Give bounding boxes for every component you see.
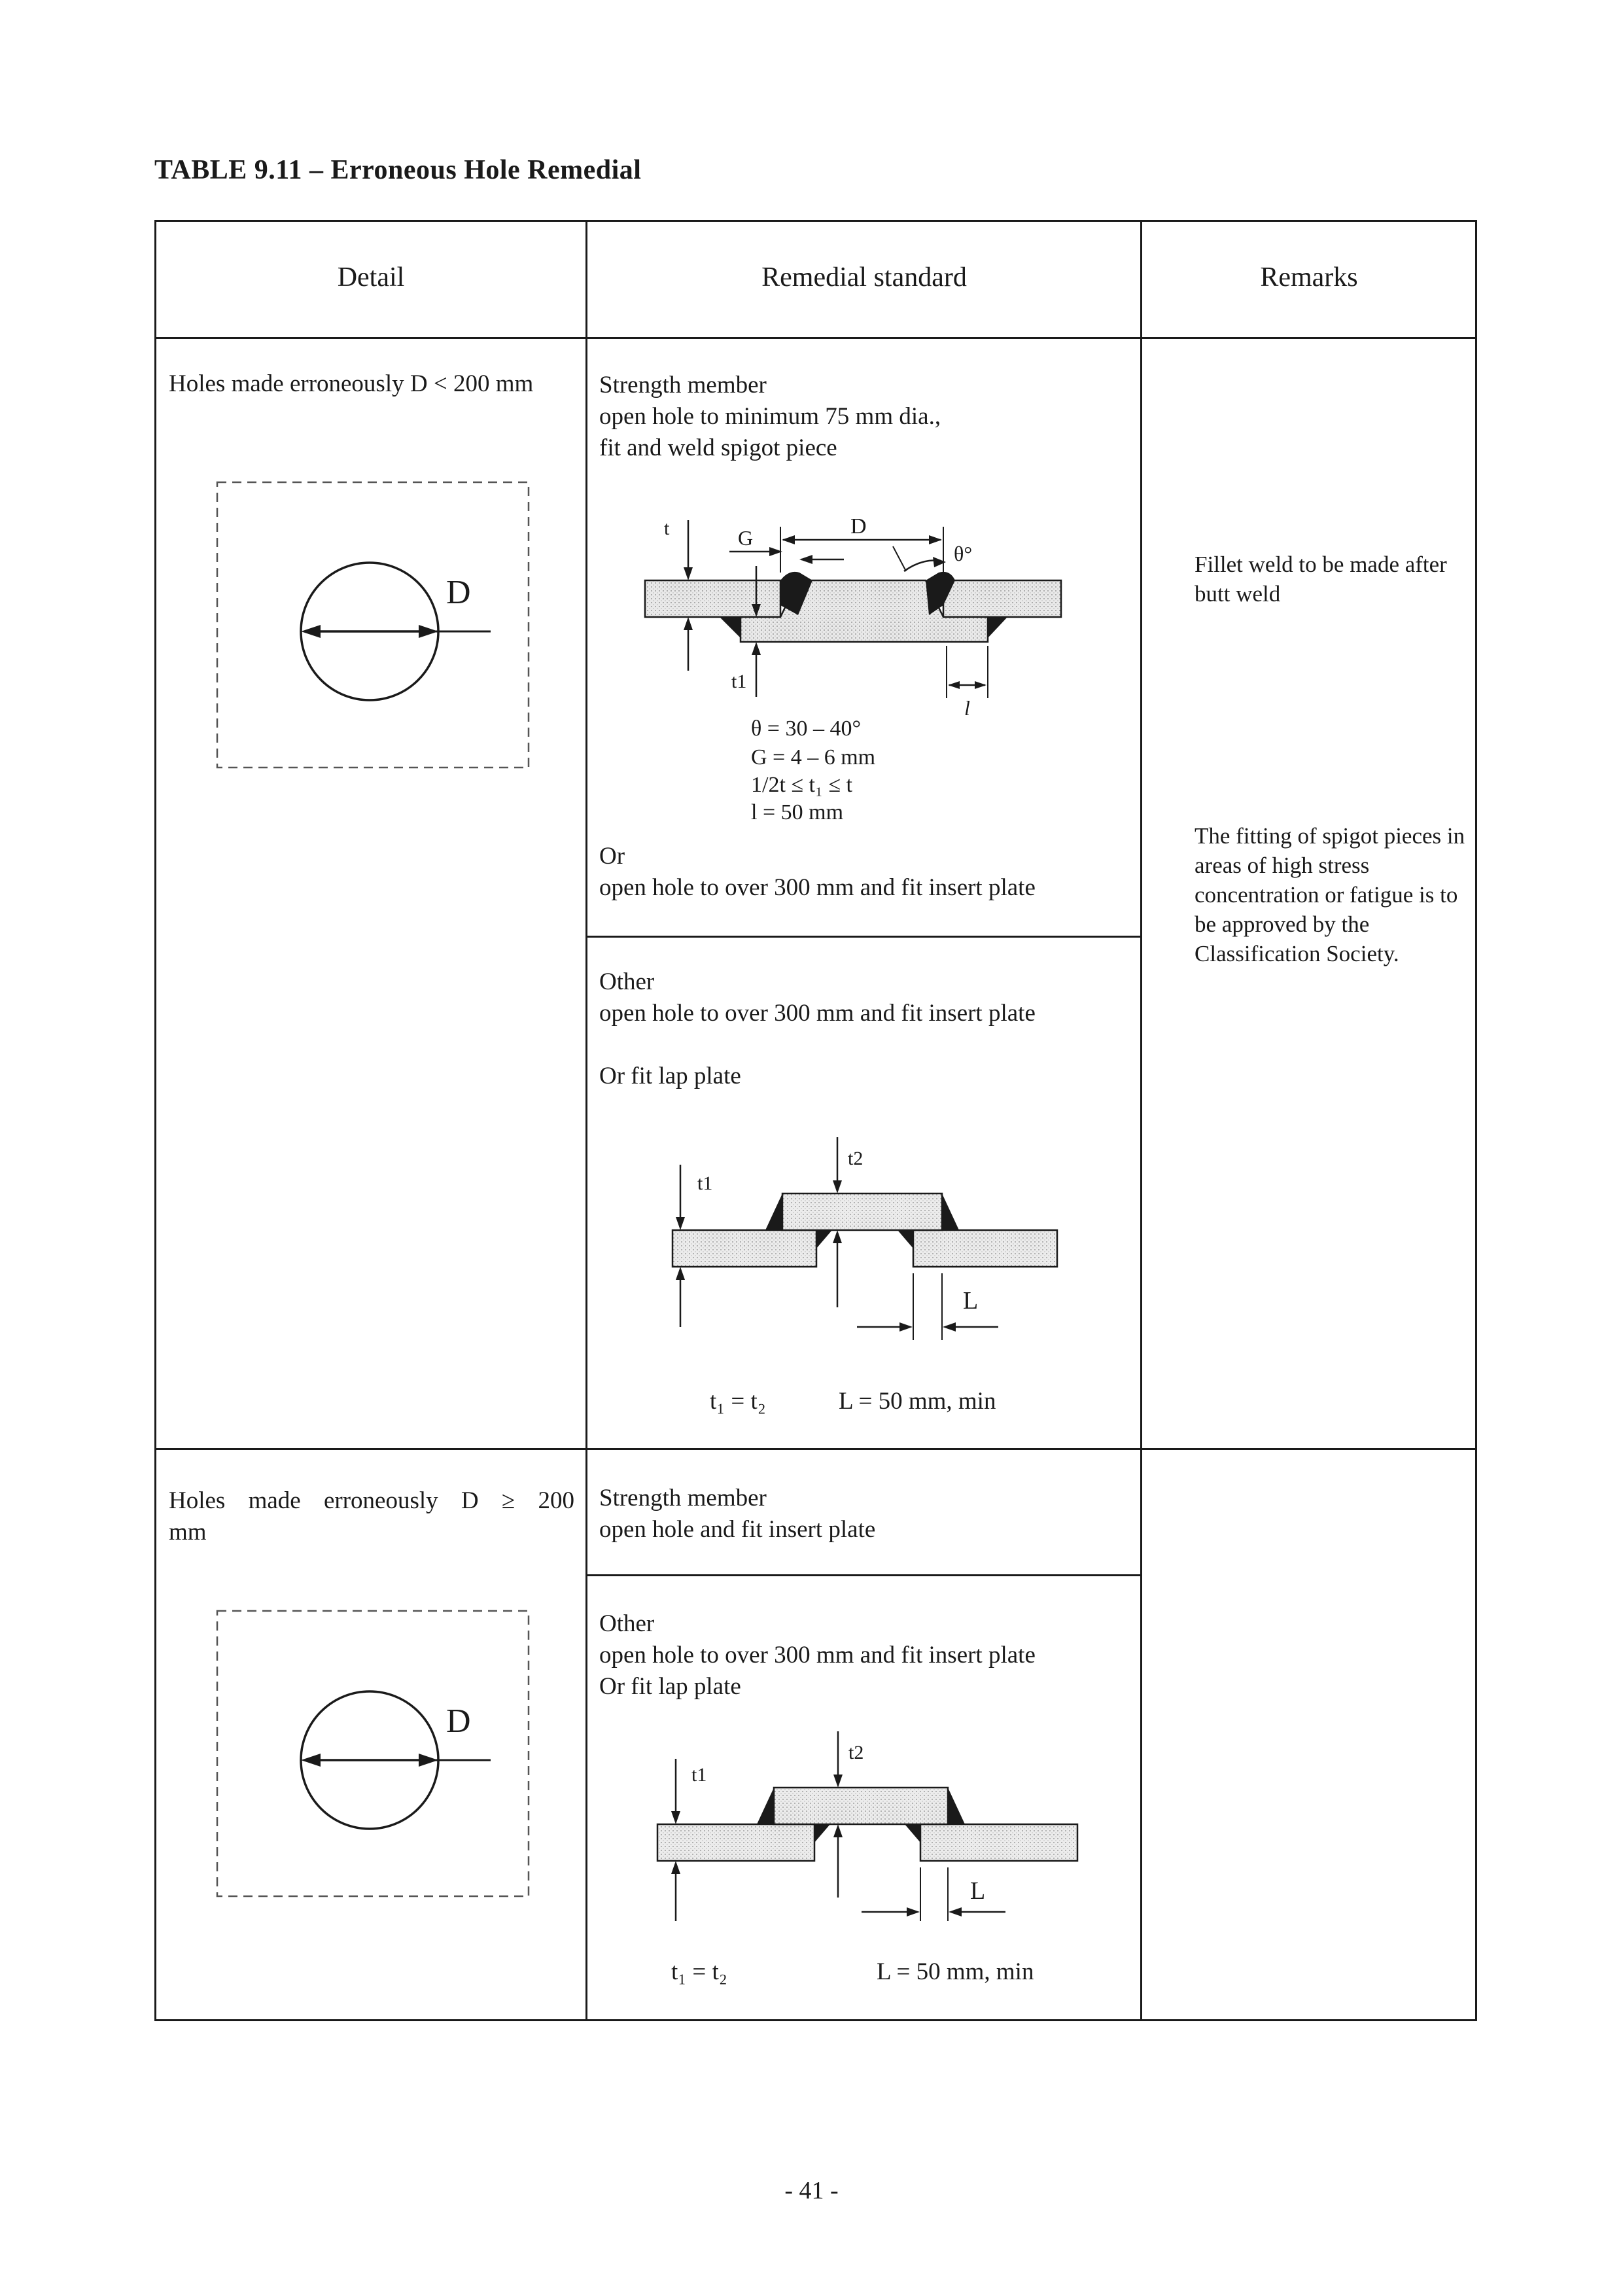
- row1-lap-t2-label: t2: [848, 1148, 864, 1169]
- row2-hole-diagram: [209, 1603, 536, 1904]
- row1-lap-caption-left: t₁ = t₂: [710, 1388, 766, 1415]
- row2-other-line3: Or fit lap plate: [599, 1673, 741, 1700]
- row1-or-lap-text: Or fit lap plate: [599, 1063, 741, 1089]
- spigot-t-label: t: [664, 518, 670, 539]
- row1-or-text: Or: [599, 843, 625, 870]
- formula-l: l = 50 mm: [751, 800, 844, 824]
- row1-strength-line2: open hole to minimum 75 mm dia.,: [599, 403, 941, 430]
- row2-other-line1: Other: [599, 1610, 655, 1637]
- row1-strength-line1: Strength member: [599, 372, 767, 398]
- row2-diagram-d-label: D: [446, 1703, 471, 1740]
- row1-other-line2: open hole to over 300 mm and fit insert plate: [599, 1000, 1036, 1027]
- row2-lap-t2-label: t2: [848, 1742, 864, 1763]
- spigot-weld-diagram: [635, 507, 1106, 716]
- row1-or-alt-text: open hole to over 300 mm and fit insert plate: [599, 874, 1036, 901]
- formula-g: G = 4 – 6 mm: [751, 745, 876, 769]
- row2-lap-plate-diagram: [644, 1708, 1089, 1930]
- formula-t1: 1/2t ≤ t₁ ≤ t: [751, 773, 852, 797]
- row1-detail-text: Holes made erroneously D < 200 mm: [169, 370, 534, 397]
- row1-diagram-d-label: D: [446, 574, 471, 611]
- remark-fillet-weld: Fillet weld to be made after butt weld: [1195, 552, 1447, 607]
- spigot-t1-label: t1: [731, 671, 747, 692]
- row2-strength-line2: open hole and fit insert plate: [599, 1516, 876, 1543]
- row2-lap-caption-left: t₁ = t₂: [671, 1958, 727, 1985]
- row1-lap-plate-diagram: [661, 1131, 1066, 1353]
- row1-lap-l-label: L: [963, 1287, 979, 1315]
- row2-lap-t1-label: t1: [691, 1764, 707, 1786]
- row2-detail-line2: mm: [169, 1519, 207, 1545]
- row2-detail-line1: Holes made erroneously D ≥ 200: [169, 1487, 574, 1514]
- spigot-d-label: D: [850, 514, 867, 539]
- row1-strength-line3: fit and weld spigot piece: [599, 434, 837, 461]
- header-remarks: Remarks: [1260, 262, 1358, 292]
- row2-strength-line1: Strength member: [599, 1485, 767, 1511]
- table-title: TABLE 9.11 – Erroneous Hole Remedial: [154, 155, 642, 185]
- row1-lap-caption-right: L = 50 mm, min: [839, 1388, 996, 1415]
- page-number: - 41 -: [784, 2177, 839, 2204]
- header-detail: Detail: [337, 262, 405, 292]
- row1-other-line1: Other: [599, 968, 655, 995]
- header-remedial-standard: Remedial standard: [761, 262, 967, 292]
- formula-theta: θ = 30 – 40°: [751, 716, 862, 741]
- row2-lap-caption-right: L = 50 mm, min: [877, 1958, 1034, 1985]
- row2-other-line2: open hole to over 300 mm and fit insert plate: [599, 1642, 1036, 1669]
- row1-lap-t1-label: t1: [697, 1173, 713, 1194]
- spigot-l-label: l: [964, 696, 970, 716]
- row1-hole-diagram: [209, 474, 536, 775]
- spigot-theta-label: θ°: [954, 542, 973, 565]
- spigot-g-label: G: [738, 526, 754, 550]
- row2-lap-l-label: L: [970, 1877, 986, 1905]
- remark-spigot-approval: The fitting of spigot pieces in areas of high stress concentration or fatigue is to be approved by the Classification Society.: [1195, 823, 1465, 966]
